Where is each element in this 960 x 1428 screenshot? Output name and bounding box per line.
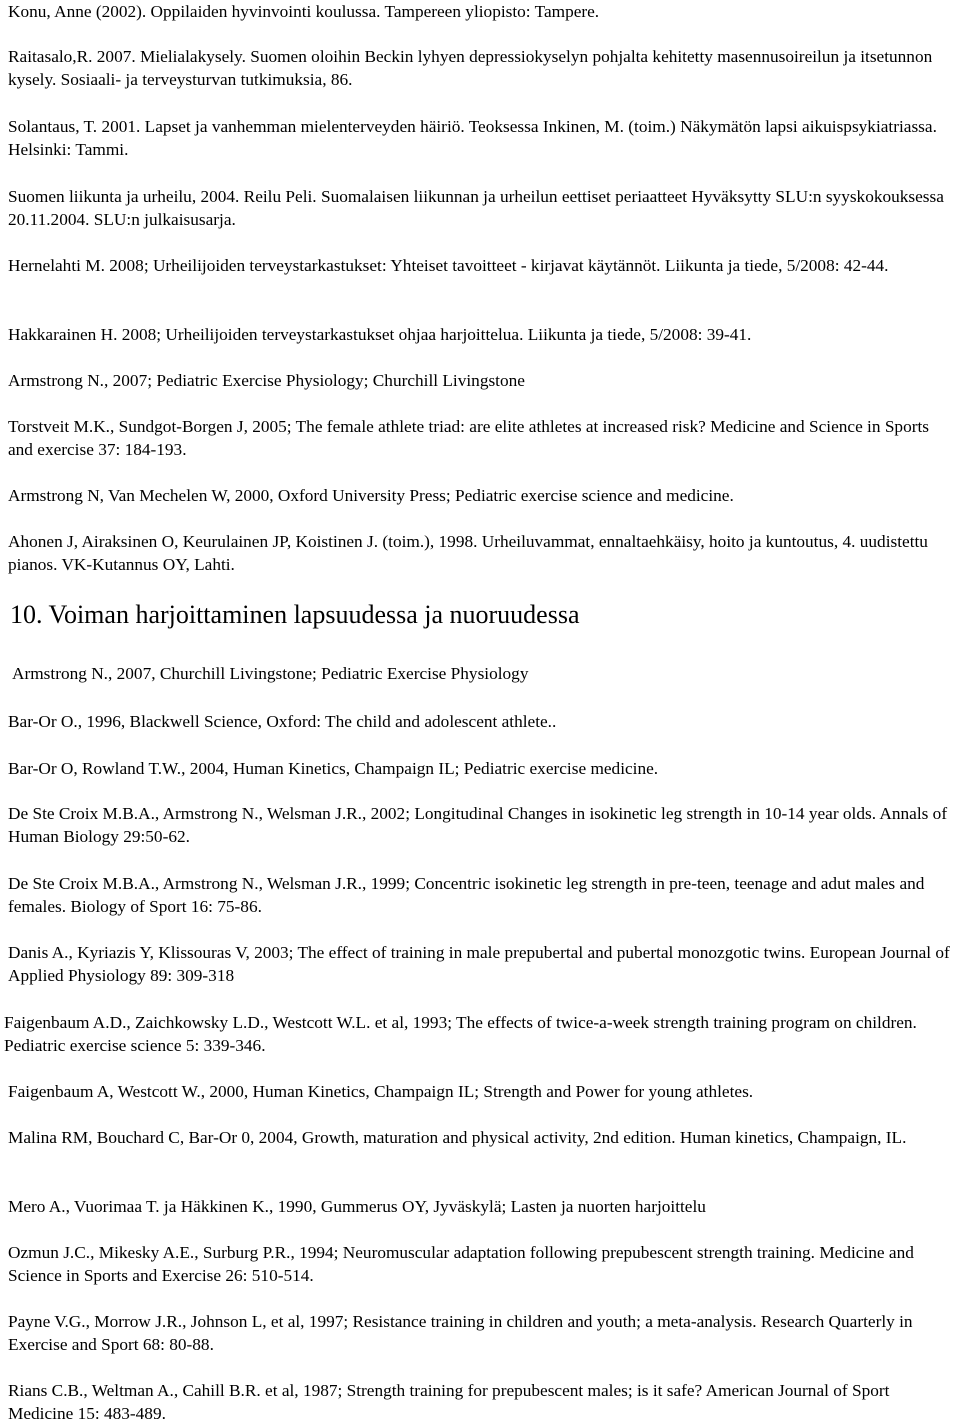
- reference-entry: Bar-Or O, Rowland T.W., 2004, Human Kinetics, Champaign IL; Pediatric exercise medicine.: [8, 759, 659, 778]
- reference-entry: Hakkarainen H. 2008; Urheilijoiden terveystarkastukset ohjaa harjoittelua. Liikunta ja tiede, 5/2008: 39-41.: [8, 325, 752, 344]
- reference-entry: Armstrong N., 2007; Pediatric Exercise Physiology; Churchill Livingstone: [8, 371, 525, 390]
- reference-entry: Bar-Or O., 1996, Blackwell Science, Oxford: The child and adolescent athlete..: [8, 712, 557, 731]
- reference-entry: Faigenbaum A, Westcott W., 2000, Human Kinetics, Champaign IL; Strength and Power for young athletes.: [8, 1082, 754, 1101]
- reference-entry: Suomen liikunta ja urheilu, 2004. Reilu Peli. Suomalaisen liikunnan ja urheilun eettiset periaatteet Hyväksytty SLU:n syyskokouksessa 20.11.2004. SLU:n julkaisusarja.: [8, 187, 944, 229]
- reference-entry: Solantaus, T. 2001. Lapset ja vanhemman mielenterveyden häiriö. Teoksessa Inkinen, M. (toim.) Näkymätön lapsi aikuispsykiatriassa. Helsinki: Tammi.: [8, 117, 937, 159]
- reference-entry: Rians C.B., Weltman A., Cahill B.R. et al, 1987; Strength training for prepubescent males; is it safe? American Journal of Sport Medicine 15: 483-489.: [8, 1381, 890, 1423]
- reference-entry: Hernelahti M. 2008; Urheilijoiden terveystarkastukset: Yhteiset tavoitteet - kirjavat käytännöt. Liikunta ja tiede, 5/2008: 42-44.: [8, 256, 889, 275]
- reference-entry: Torstveit M.K., Sundgot-Borgen J, 2005; The female athlete triad: are elite athletes at increased risk? Medicine and Science in Sports and exercise 37: 184-193.: [8, 417, 929, 459]
- reference-entry: Ozmun J.C., Mikesky A.E., Surburg P.R., 1994; Neuromuscular adaptation following prepubescent strength training. Medicine and Science in Sports and Exercise 26: 510-514.: [8, 1243, 914, 1285]
- reference-entry: Konu, Anne (2002). Oppilaiden hyvinvointi koulussa. Tampereen yliopisto: Tampere.: [8, 2, 600, 21]
- reference-entry: Armstrong N., 2007, Churchill Livingstone; Pediatric Exercise Physiology: [12, 664, 529, 683]
- reference-entry: Raitasalo,R. 2007. Mielialakysely. Suomen oloihin Beckin lyhyen depressiokyselyn pohjalta kehitetty masennusoireilun ja itsetunnon kysely. Sosiaali- ja terveysturvan tutkimuksia, 86.: [8, 47, 933, 89]
- reference-entry: Ahonen J, Airaksinen O, Keurulainen JP, Koistinen J. (toim.), 1998. Urheiluvammat, ennaltaehkäisy, hoito ja kuntoutus, 4. uudistettu pianos. VK-Kutannus OY, Lahti.: [8, 532, 928, 574]
- reference-entry: Danis A., Kyriazis Y, Klissouras V, 2003; The effect of training in male prepubertal and pubertal monozgotic twins. European Journal of Applied Physiology 89: 309-318: [8, 943, 950, 985]
- reference-entry: Payne V.G., Morrow J.R., Johnson L, et al, 1997; Resistance training in children and youth; a meta-analysis. Research Quarterly in Exercise and Sport 68: 80-88.: [8, 1312, 913, 1354]
- reference-entry: Mero A., Vuorimaa T. ja Häkkinen K., 1990, Gummerus OY, Jyväskylä; Lasten ja nuorten harjoittelu: [8, 1197, 706, 1216]
- reference-entry: De Ste Croix M.B.A., Armstrong N., Welsman J.R., 2002; Longitudinal Changes in isokinetic leg strength in 10-14 year olds. Annals of Human Biology 29:50-62.: [8, 804, 948, 846]
- section-heading: 10. Voiman harjoittaminen lapsuudessa ja nuoruudessa: [10, 600, 580, 629]
- reference-entry: De Ste Croix M.B.A., Armstrong N., Welsman J.R., 1999; Concentric isokinetic leg strength in pre-teen, teenage and adut males and females. Biology of Sport 16: 75-86.: [8, 874, 925, 916]
- reference-entry: Armstrong N, Van Mechelen W, 2000, Oxford University Press; Pediatric exercise science and medicine.: [8, 486, 734, 505]
- reference-entry: Malina RM, Bouchard C, Bar-Or 0, 2004, Growth, maturation and physical activity, 2nd edition. Human kinetics, Champaign, IL.: [8, 1128, 907, 1147]
- reference-entry: Faigenbaum A.D., Zaichkowsky L.D., Westcott W.L. et al, 1993; The effects of twice-a-week strength training program on children. Pediatric exercise science 5: 339-346.: [4, 1013, 917, 1055]
